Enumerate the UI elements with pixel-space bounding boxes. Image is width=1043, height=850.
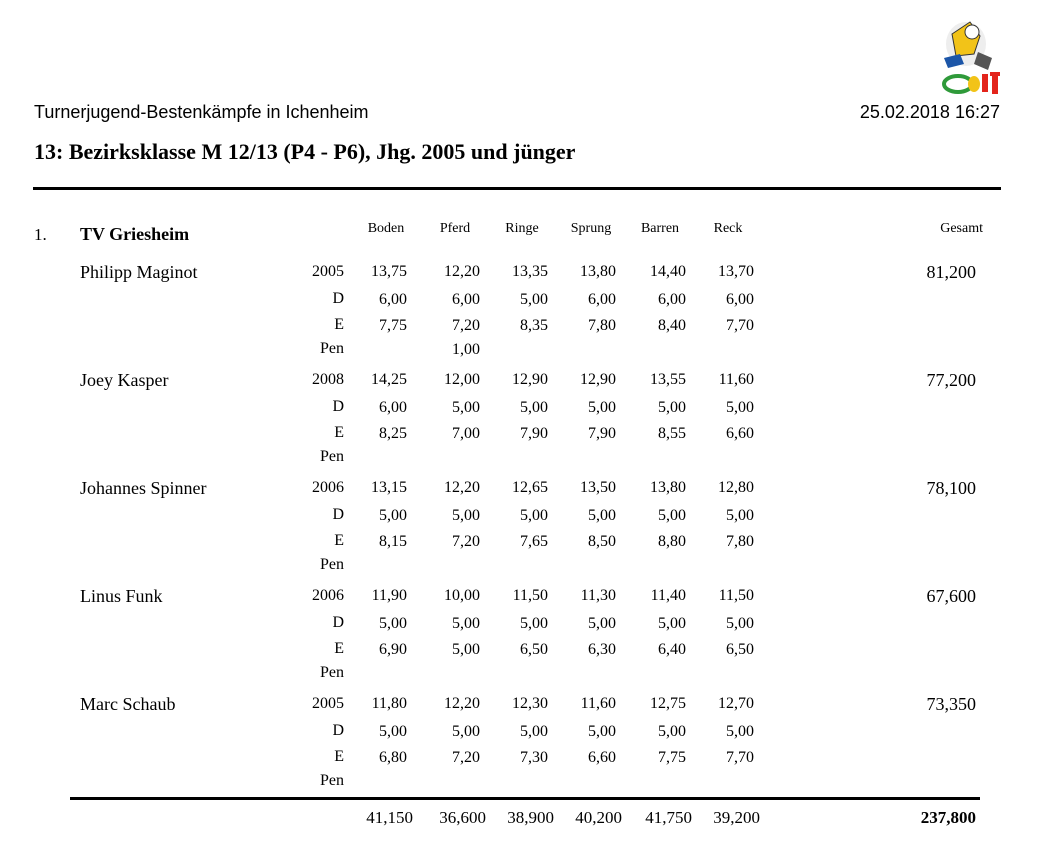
- score-ringe: 12,30: [512, 695, 548, 712]
- athlete-year: 2005: [312, 695, 344, 712]
- e-score-sprung: 6,30: [588, 641, 616, 658]
- e-score-boden: 8,15: [379, 533, 407, 550]
- score-ringe: 12,90: [512, 371, 548, 388]
- d-score-reck: 6,00: [726, 291, 754, 308]
- score-reck: 11,50: [718, 587, 754, 604]
- score-reck: 12,70: [718, 695, 754, 712]
- score-reck: 13,70: [718, 263, 754, 280]
- class-title: 13: Bezirksklasse M 12/13 (P4 - P6), Jhg. 2005 und jünger: [34, 139, 576, 164]
- row-label-e: E: [334, 640, 344, 657]
- print-datetime: 25.02.2018 16:27: [859, 102, 1000, 122]
- d-score-barren: 5,00: [658, 723, 686, 740]
- column-header-ringe: Ringe: [505, 221, 539, 236]
- score-sprung: 12,90: [580, 371, 616, 388]
- d-score-barren: 5,00: [658, 615, 686, 632]
- team-total-pferd: 36,600: [439, 808, 486, 827]
- score-boden: 14,25: [371, 371, 407, 388]
- athlete-total: 78,100: [926, 478, 976, 498]
- score-barren: 13,55: [650, 371, 686, 388]
- row-label-d: D: [332, 506, 344, 523]
- row-label-e: E: [334, 424, 344, 441]
- d-score-barren: 6,00: [658, 291, 686, 308]
- score-sprung: 11,30: [580, 587, 616, 604]
- club-logo-icon: [930, 14, 1004, 100]
- score-boden: 13,75: [371, 263, 407, 280]
- d-score-sprung: 5,00: [588, 723, 616, 740]
- score-sprung: 11,60: [580, 695, 616, 712]
- athlete-name: Joey Kasper: [80, 370, 169, 390]
- row-label-e: E: [334, 748, 344, 765]
- d-score-sprung: 5,00: [588, 399, 616, 416]
- e-score-sprung: 8,50: [588, 533, 616, 550]
- e-score-pferd: 7,20: [452, 533, 480, 550]
- row-label-d: D: [332, 290, 344, 307]
- team-total-barren: 41,750: [645, 808, 692, 827]
- athlete-year: 2006: [312, 587, 344, 604]
- team-total-reck: 39,200: [713, 808, 760, 827]
- e-score-sprung: 7,80: [588, 317, 616, 334]
- d-score-reck: 5,00: [726, 723, 754, 740]
- score-pferd: 10,00: [444, 587, 480, 604]
- athlete-total: 77,200: [926, 370, 976, 390]
- e-score-reck: 7,80: [726, 533, 754, 550]
- team-total-boden: 41,150: [366, 808, 413, 827]
- e-score-reck: 7,70: [726, 317, 754, 334]
- e-score-sprung: 7,90: [588, 425, 616, 442]
- d-score-sprung: 5,00: [588, 615, 616, 632]
- column-header-boden: Boden: [367, 221, 405, 236]
- e-score-sprung: 6,60: [588, 749, 616, 766]
- athlete-total: 81,200: [926, 262, 976, 282]
- athlete-name: Philipp Maginot: [80, 262, 198, 282]
- athlete-year: 2008: [312, 371, 344, 388]
- header-divider: [33, 187, 1001, 190]
- team-rank: 1.: [34, 225, 47, 244]
- row-label-pen: Pen: [320, 448, 344, 465]
- d-score-barren: 5,00: [658, 507, 686, 524]
- d-score-reck: 5,00: [726, 615, 754, 632]
- e-score-ringe: 7,65: [520, 533, 548, 550]
- athlete-total: 73,350: [926, 694, 976, 714]
- d-score-reck: 5,00: [726, 399, 754, 416]
- d-score-ringe: 5,00: [520, 291, 548, 308]
- e-score-pferd: 7,20: [452, 749, 480, 766]
- score-barren: 13,80: [650, 479, 686, 496]
- score-pferd: 12,20: [444, 479, 480, 496]
- athlete-name: Marc Schaub: [80, 694, 176, 714]
- d-score-boden: 5,00: [379, 615, 407, 632]
- d-score-boden: 5,00: [379, 507, 407, 524]
- athlete-name: Linus Funk: [80, 586, 163, 606]
- d-score-barren: 5,00: [658, 399, 686, 416]
- e-score-barren: 7,75: [658, 749, 686, 766]
- row-label-e: E: [334, 532, 344, 549]
- score-sprung: 13,50: [580, 479, 616, 496]
- score-ringe: 11,50: [512, 587, 548, 604]
- penalty-pferd: 1,00: [452, 341, 480, 358]
- row-label-pen: Pen: [320, 340, 344, 357]
- e-score-ringe: 7,30: [520, 749, 548, 766]
- e-score-boden: 6,80: [379, 749, 407, 766]
- e-score-pferd: 7,20: [452, 317, 480, 334]
- row-label-d: D: [332, 614, 344, 631]
- d-score-pferd: 5,00: [452, 507, 480, 524]
- score-barren: 11,40: [650, 587, 686, 604]
- score-reck: 11,60: [718, 371, 754, 388]
- e-score-pferd: 7,00: [452, 425, 480, 442]
- team-total-sprung: 40,200: [575, 808, 622, 827]
- row-label-d: D: [332, 722, 344, 739]
- event-title: Turnerjugend-Bestenkämpfe in Ichenheim: [34, 102, 369, 122]
- e-score-reck: 6,60: [726, 425, 754, 442]
- d-score-reck: 5,00: [726, 507, 754, 524]
- d-score-pferd: 6,00: [452, 291, 480, 308]
- e-score-barren: 8,40: [658, 317, 686, 334]
- e-score-reck: 6,50: [726, 641, 754, 658]
- score-pferd: 12,20: [444, 263, 480, 280]
- score-boden: 13,15: [371, 479, 407, 496]
- row-label-e: E: [334, 316, 344, 333]
- score-sprung: 13,80: [580, 263, 616, 280]
- team-name: TV Griesheim: [80, 224, 190, 244]
- score-boden: 11,80: [371, 695, 407, 712]
- e-score-ringe: 6,50: [520, 641, 548, 658]
- score-ringe: 13,35: [512, 263, 548, 280]
- d-score-ringe: 5,00: [520, 399, 548, 416]
- score-boden: 11,90: [371, 587, 407, 604]
- e-score-barren: 8,55: [658, 425, 686, 442]
- e-score-barren: 6,40: [658, 641, 686, 658]
- athlete-year: 2005: [312, 263, 344, 280]
- totals-divider: [70, 797, 980, 800]
- row-label-d: D: [332, 398, 344, 415]
- d-score-ringe: 5,00: [520, 507, 548, 524]
- score-pferd: 12,20: [444, 695, 480, 712]
- row-label-pen: Pen: [320, 772, 344, 789]
- d-score-pferd: 5,00: [452, 615, 480, 632]
- team-total-ringe: 38,900: [507, 808, 554, 827]
- e-score-boden: 6,90: [379, 641, 407, 658]
- d-score-boden: 5,00: [379, 723, 407, 740]
- team-grand-total: 237,800: [920, 808, 976, 827]
- d-score-ringe: 5,00: [520, 723, 548, 740]
- row-label-pen: Pen: [320, 664, 344, 681]
- column-header-barren: Barren: [640, 221, 680, 236]
- e-score-ringe: 7,90: [520, 425, 548, 442]
- column-header-reck: Reck: [713, 221, 743, 236]
- d-score-ringe: 5,00: [520, 615, 548, 632]
- score-ringe: 12,65: [512, 479, 548, 496]
- row-label-pen: Pen: [320, 556, 344, 573]
- d-score-sprung: 5,00: [588, 507, 616, 524]
- score-barren: 12,75: [650, 695, 686, 712]
- e-score-pferd: 5,00: [452, 641, 480, 658]
- d-score-boden: 6,00: [379, 399, 407, 416]
- column-header-gesamt: Gesamt: [940, 221, 983, 236]
- e-score-barren: 8,80: [658, 533, 686, 550]
- athlete-name: Johannes Spinner: [80, 478, 207, 498]
- d-score-pferd: 5,00: [452, 723, 480, 740]
- column-header-pferd: Pferd: [439, 221, 471, 236]
- athlete-total: 67,600: [926, 586, 976, 606]
- e-score-reck: 7,70: [726, 749, 754, 766]
- d-score-sprung: 6,00: [588, 291, 616, 308]
- score-barren: 14,40: [650, 263, 686, 280]
- e-score-ringe: 8,35: [520, 317, 548, 334]
- column-header-sprung: Sprung: [570, 221, 612, 236]
- d-score-boden: 6,00: [379, 291, 407, 308]
- score-reck: 12,80: [718, 479, 754, 496]
- e-score-boden: 7,75: [379, 317, 407, 334]
- e-score-boden: 8,25: [379, 425, 407, 442]
- athlete-year: 2006: [312, 479, 344, 496]
- score-pferd: 12,00: [444, 371, 480, 388]
- d-score-pferd: 5,00: [452, 399, 480, 416]
